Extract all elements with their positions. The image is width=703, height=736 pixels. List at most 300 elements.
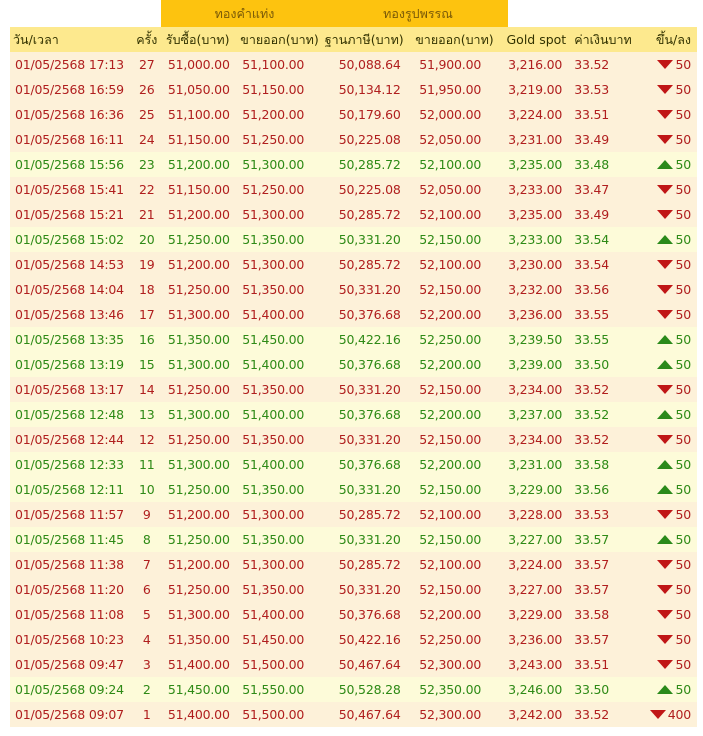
cell-change [633, 402, 697, 427]
cell-bar-buy: 51,200.00 [167, 157, 230, 172]
change-value: 50 [675, 282, 691, 297]
table-row [10, 377, 697, 402]
cell-datetime: 01/05/2568 13:35 [15, 332, 124, 347]
cell-ornament-sell: 52,200.00 [419, 607, 482, 622]
change-value: 50 [675, 507, 691, 522]
cell-ornament-sell: 52,300.00 [419, 707, 482, 722]
cell-datetime: 01/05/2568 13:46 [15, 307, 124, 322]
cell-change [633, 352, 697, 377]
cell-bar-buy: 51,250.00 [167, 582, 230, 597]
cell-thb: 33.52 [574, 407, 609, 422]
cell-bar-sell: 51,500.00 [242, 657, 305, 672]
cell-thb: 33.49 [574, 207, 609, 222]
col-ornament-sell: ขายออก(บาท) [415, 31, 494, 47]
cell-gold-spot: 3,239.00 [508, 357, 563, 372]
cell-bar-buy: 51,200.00 [167, 507, 230, 522]
col-bar-sell: ขายออก(บาท) [240, 31, 319, 47]
cell-gold-spot: 3,233.00 [508, 232, 563, 247]
cell-count: 5 [142, 607, 151, 622]
triangle-up-icon [657, 485, 673, 494]
table-row [10, 577, 697, 602]
cell-bar-sell: 51,550.00 [242, 682, 305, 697]
cell-bar-buy: 51,350.00 [167, 332, 230, 347]
cell-gold-spot: 3,233.00 [508, 182, 563, 197]
cell-ornament-sell: 52,350.00 [419, 682, 482, 697]
col-change: ขึ้น/ลง [655, 31, 691, 47]
cell-gold-spot: 3,236.00 [508, 307, 563, 322]
cell-datetime: 01/05/2568 16:36 [15, 107, 124, 122]
cell-datetime: 01/05/2568 16:59 [15, 82, 124, 97]
cell-thb: 33.54 [574, 257, 609, 272]
triangle-down-icon [657, 135, 673, 144]
cell-thb: 33.50 [574, 357, 609, 372]
change-value: 50 [675, 382, 691, 397]
cell-gold-spot: 3,230.00 [508, 257, 563, 272]
change-value: 50 [675, 657, 691, 672]
cell-ornament-base: 50,376.68 [338, 407, 401, 422]
cell-datetime: 01/05/2568 17:13 [15, 57, 124, 72]
cell-gold-spot: 3,235.00 [508, 157, 563, 172]
cell-ornament-sell: 52,150.00 [419, 532, 482, 547]
cell-datetime: 01/05/2568 15:56 [15, 157, 124, 172]
cell-thb: 33.54 [574, 232, 609, 247]
cell-datetime: 01/05/2568 12:48 [15, 407, 124, 422]
cell-ornament-base: 50,225.08 [338, 182, 401, 197]
cell-bar-sell: 51,250.00 [242, 182, 305, 197]
col-ornament-base: ฐานภาษี(บาท) [324, 31, 404, 47]
price-table [10, 27, 697, 727]
cell-bar-sell: 51,200.00 [242, 107, 305, 122]
cell-gold-spot: 3,227.00 [508, 532, 563, 547]
table-row [10, 427, 697, 452]
cell-datetime: 01/05/2568 10:23 [15, 632, 124, 647]
cell-change [633, 327, 697, 352]
cell-count: 20 [139, 232, 155, 247]
change-value: 50 [675, 607, 691, 622]
group-header-bar-gold: ทองคำแท่ง [161, 0, 328, 27]
cell-bar-sell: 51,300.00 [242, 157, 305, 172]
cell-bar-buy: 51,250.00 [167, 432, 230, 447]
cell-bar-buy: 51,300.00 [167, 457, 230, 472]
cell-gold-spot: 3,242.00 [508, 707, 563, 722]
cell-count: 21 [139, 207, 155, 222]
cell-bar-buy: 51,450.00 [167, 682, 230, 697]
cell-change [633, 377, 697, 402]
cell-change [633, 627, 697, 652]
cell-gold-spot: 3,239.50 [508, 332, 563, 347]
cell-thb: 33.48 [574, 157, 609, 172]
cell-count: 14 [139, 382, 155, 397]
cell-bar-buy: 51,050.00 [167, 82, 230, 97]
cell-ornament-sell: 52,200.00 [419, 457, 482, 472]
cell-ornament-sell: 52,200.00 [419, 407, 482, 422]
cell-bar-sell: 51,350.00 [242, 232, 305, 247]
cell-bar-sell: 51,400.00 [242, 307, 305, 322]
table-row [10, 327, 697, 352]
cell-ornament-sell: 52,150.00 [419, 432, 482, 447]
triangle-down-icon [657, 110, 673, 119]
cell-bar-buy: 51,300.00 [167, 607, 230, 622]
cell-ornament-base: 50,331.20 [338, 482, 401, 497]
cell-count: 12 [139, 432, 155, 447]
change-value: 50 [675, 557, 691, 572]
cell-ornament-sell: 52,300.00 [419, 657, 482, 672]
table-row [10, 277, 697, 302]
cell-change [633, 177, 697, 202]
cell-gold-spot: 3,232.00 [508, 282, 563, 297]
cell-count: 3 [142, 657, 151, 672]
table-row [10, 552, 697, 577]
change-value: 50 [675, 257, 691, 272]
cell-count: 22 [139, 182, 155, 197]
table-row [10, 227, 697, 252]
cell-bar-buy: 51,350.00 [167, 632, 230, 647]
cell-datetime: 01/05/2568 09:47 [15, 657, 124, 672]
col-bar-buy: รับซื้อ(บาท) [165, 31, 230, 47]
change-value: 50 [675, 132, 691, 147]
cell-datetime: 01/05/2568 11:20 [15, 582, 124, 597]
table-row [10, 452, 697, 477]
change-value: 50 [675, 82, 691, 97]
table-row [10, 527, 697, 552]
cell-count: 23 [139, 157, 155, 172]
triangle-up-icon [657, 685, 673, 694]
cell-change [633, 277, 697, 302]
table-row [10, 677, 697, 702]
cell-thb: 33.56 [574, 482, 609, 497]
cell-datetime: 01/05/2568 12:11 [15, 482, 124, 497]
cell-change [633, 252, 697, 277]
cell-ornament-base: 50,331.20 [338, 532, 401, 547]
cell-datetime: 01/05/2568 12:44 [15, 432, 124, 447]
cell-count: 1 [142, 707, 151, 722]
cell-count: 9 [142, 507, 151, 522]
cell-ornament-sell: 52,200.00 [419, 357, 482, 372]
cell-ornament-base: 50,285.72 [338, 507, 401, 522]
cell-gold-spot: 3,229.00 [508, 482, 563, 497]
table-row [10, 152, 697, 177]
table-row [10, 702, 697, 727]
triangle-down-icon [657, 60, 673, 69]
cell-thb: 33.58 [574, 457, 609, 472]
cell-count: 26 [139, 82, 155, 97]
cell-ornament-base: 50,376.68 [338, 607, 401, 622]
cell-gold-spot: 3,228.00 [508, 507, 563, 522]
cell-datetime: 01/05/2568 11:08 [15, 607, 124, 622]
cell-datetime: 01/05/2568 14:53 [15, 257, 124, 272]
cell-ornament-sell: 51,950.00 [419, 82, 482, 97]
cell-bar-buy: 51,300.00 [167, 407, 230, 422]
group-header-row [10, 0, 697, 27]
cell-count: 25 [139, 107, 155, 122]
change-value: 50 [675, 582, 691, 597]
change-value: 50 [675, 432, 691, 447]
cell-gold-spot: 3,224.00 [508, 557, 563, 572]
cell-bar-sell: 51,100.00 [242, 57, 305, 72]
cell-datetime: 01/05/2568 15:41 [15, 182, 124, 197]
cell-change [633, 102, 697, 127]
change-value: 50 [675, 182, 691, 197]
cell-datetime: 01/05/2568 16:11 [15, 132, 124, 147]
cell-bar-buy: 51,400.00 [167, 707, 230, 722]
cell-count: 17 [139, 307, 155, 322]
cell-bar-sell: 51,350.00 [242, 582, 305, 597]
change-value: 50 [675, 532, 691, 547]
triangle-up-icon [657, 335, 673, 344]
cell-ornament-sell: 52,250.00 [419, 332, 482, 347]
cell-count: 2 [142, 682, 151, 697]
cell-thb: 33.53 [574, 82, 609, 97]
cell-bar-buy: 51,250.00 [167, 282, 230, 297]
cell-thb: 33.53 [574, 507, 609, 522]
cell-count: 7 [142, 557, 151, 572]
cell-ornament-base: 50,467.64 [338, 657, 401, 672]
cell-bar-sell: 51,400.00 [242, 607, 305, 622]
cell-gold-spot: 3,219.00 [508, 82, 563, 97]
cell-bar-buy: 51,000.00 [167, 57, 230, 72]
gold-price-history [10, 0, 697, 727]
cell-count: 6 [142, 582, 151, 597]
cell-bar-sell: 51,300.00 [242, 207, 305, 222]
cell-ornament-base: 50,225.08 [338, 132, 401, 147]
triangle-down-icon [657, 510, 673, 519]
cell-datetime: 01/05/2568 15:21 [15, 207, 124, 222]
triangle-down-icon [650, 710, 666, 719]
cell-bar-buy: 51,300.00 [167, 357, 230, 372]
cell-thb: 33.52 [574, 382, 609, 397]
cell-gold-spot: 3,227.00 [508, 582, 563, 597]
cell-thb: 33.52 [574, 707, 609, 722]
cell-gold-spot: 3,234.00 [508, 382, 563, 397]
table-row [10, 302, 697, 327]
cell-ornament-base: 50,331.20 [338, 382, 401, 397]
cell-bar-buy: 51,200.00 [167, 257, 230, 272]
cell-ornament-sell: 52,250.00 [419, 632, 482, 647]
table-row [10, 627, 697, 652]
cell-change [633, 502, 697, 527]
change-value: 50 [675, 357, 691, 372]
cell-ornament-sell: 52,150.00 [419, 382, 482, 397]
cell-change [633, 202, 697, 227]
cell-thb: 33.57 [574, 557, 609, 572]
table-row [10, 202, 697, 227]
cell-ornament-sell: 51,900.00 [419, 57, 482, 72]
cell-bar-buy: 51,400.00 [167, 657, 230, 672]
cell-thb: 33.51 [574, 657, 609, 672]
change-value: 50 [675, 332, 691, 347]
cell-datetime: 01/05/2568 13:17 [15, 382, 124, 397]
cell-thb: 33.49 [574, 132, 609, 147]
cell-thb: 33.56 [574, 282, 609, 297]
cell-ornament-base: 50,331.20 [338, 582, 401, 597]
cell-datetime: 01/05/2568 13:19 [15, 357, 124, 372]
cell-count: 27 [139, 57, 155, 72]
triangle-down-icon [657, 285, 673, 294]
cell-gold-spot: 3,246.00 [508, 682, 563, 697]
table-row [10, 402, 697, 427]
cell-ornament-base: 50,285.72 [338, 207, 401, 222]
table-row [10, 477, 697, 502]
change-value: 50 [675, 407, 691, 422]
cell-bar-buy: 51,250.00 [167, 482, 230, 497]
triangle-down-icon [657, 385, 673, 394]
cell-change [633, 702, 697, 727]
cell-change [633, 302, 697, 327]
cell-ornament-sell: 52,050.00 [419, 132, 482, 147]
triangle-up-icon [657, 160, 673, 169]
cell-count: 15 [139, 357, 155, 372]
change-value: 50 [675, 682, 691, 697]
table-row [10, 252, 697, 277]
cell-change [633, 552, 697, 577]
triangle-up-icon [657, 410, 673, 419]
cell-count: 24 [139, 132, 155, 147]
cell-ornament-sell: 52,100.00 [419, 157, 482, 172]
cell-ornament-base: 50,088.64 [338, 57, 401, 72]
cell-ornament-base: 50,331.20 [338, 432, 401, 447]
triangle-down-icon [657, 85, 673, 94]
triangle-down-icon [657, 435, 673, 444]
cell-gold-spot: 3,224.00 [508, 107, 563, 122]
triangle-down-icon [657, 560, 673, 569]
table-row [10, 52, 697, 77]
cell-bar-buy: 51,150.00 [167, 182, 230, 197]
cell-ornament-base: 50,285.72 [338, 157, 401, 172]
cell-count: 4 [142, 632, 151, 647]
cell-gold-spot: 3,235.00 [508, 207, 563, 222]
cell-bar-sell: 51,350.00 [242, 432, 305, 447]
cell-ornament-sell: 52,150.00 [419, 282, 482, 297]
cell-bar-sell: 51,400.00 [242, 457, 305, 472]
table-row [10, 352, 697, 377]
cell-count: 8 [142, 532, 151, 547]
table-row [10, 102, 697, 127]
cell-thb: 33.52 [574, 57, 609, 72]
cell-bar-buy: 51,100.00 [167, 107, 230, 122]
cell-bar-buy: 51,150.00 [167, 132, 230, 147]
cell-ornament-base: 50,422.16 [338, 632, 401, 647]
cell-bar-buy: 51,300.00 [167, 307, 230, 322]
cell-ornament-sell: 52,100.00 [419, 257, 482, 272]
cell-bar-sell: 51,400.00 [242, 407, 305, 422]
cell-datetime: 01/05/2568 09:07 [15, 707, 124, 722]
triangle-down-icon [657, 585, 673, 594]
cell-bar-sell: 51,300.00 [242, 257, 305, 272]
change-value: 400 [667, 707, 691, 722]
cell-thb: 33.51 [574, 107, 609, 122]
cell-datetime: 01/05/2568 11:57 [15, 507, 124, 522]
cell-bar-sell: 51,450.00 [242, 632, 305, 647]
cell-change [633, 602, 697, 627]
triangle-up-icon [657, 460, 673, 469]
cell-ornament-sell: 52,150.00 [419, 232, 482, 247]
cell-ornament-sell: 52,100.00 [419, 507, 482, 522]
cell-change [633, 477, 697, 502]
cell-ornament-base: 50,331.20 [338, 232, 401, 247]
cell-gold-spot: 3,216.00 [508, 57, 563, 72]
cell-change [633, 127, 697, 152]
col-count: ครั้ง [136, 31, 158, 47]
group-header-ornament-gold: ทองรูปพรรณ [328, 0, 508, 27]
cell-bar-sell: 51,500.00 [242, 707, 305, 722]
cell-bar-sell: 51,350.00 [242, 282, 305, 297]
cell-ornament-base: 50,285.72 [338, 257, 401, 272]
cell-change [633, 527, 697, 552]
cell-thb: 33.55 [574, 307, 609, 322]
table-body [10, 52, 697, 727]
cell-datetime: 01/05/2568 12:33 [15, 457, 124, 472]
cell-count: 11 [139, 457, 155, 472]
cell-bar-sell: 51,300.00 [242, 507, 305, 522]
cell-datetime: 01/05/2568 14:04 [15, 282, 124, 297]
triangle-up-icon [657, 360, 673, 369]
cell-ornament-sell: 52,050.00 [419, 182, 482, 197]
cell-datetime: 01/05/2568 09:24 [15, 682, 124, 697]
change-value: 50 [675, 632, 691, 647]
change-value: 50 [675, 307, 691, 322]
cell-datetime: 01/05/2568 11:45 [15, 532, 124, 547]
cell-ornament-base: 50,331.20 [338, 282, 401, 297]
table-row [10, 602, 697, 627]
cell-datetime: 01/05/2568 11:38 [15, 557, 124, 572]
cell-bar-sell: 51,400.00 [242, 357, 305, 372]
cell-change [633, 452, 697, 477]
cell-ornament-base: 50,179.60 [338, 107, 401, 122]
cell-thb: 33.47 [574, 182, 609, 197]
change-value: 50 [675, 457, 691, 472]
triangle-down-icon [657, 635, 673, 644]
cell-bar-buy: 51,250.00 [167, 232, 230, 247]
cell-count: 16 [139, 332, 155, 347]
col-datetime: วัน/เวลา [13, 31, 59, 47]
cell-bar-sell: 51,250.00 [242, 132, 305, 147]
cell-thb: 33.57 [574, 532, 609, 547]
change-value: 50 [675, 57, 691, 72]
triangle-up-icon [657, 535, 673, 544]
cell-bar-buy: 51,250.00 [167, 532, 230, 547]
triangle-down-icon [657, 310, 673, 319]
cell-bar-sell: 51,350.00 [242, 382, 305, 397]
cell-ornament-base: 50,285.72 [338, 557, 401, 572]
column-header-row [10, 27, 697, 52]
table-row [10, 127, 697, 152]
cell-ornament-sell: 52,200.00 [419, 307, 482, 322]
table-row [10, 77, 697, 102]
cell-bar-sell: 51,300.00 [242, 557, 305, 572]
cell-gold-spot: 3,231.00 [508, 132, 563, 147]
cell-change [633, 652, 697, 677]
cell-bar-sell: 51,350.00 [242, 482, 305, 497]
triangle-down-icon [657, 610, 673, 619]
cell-ornament-sell: 52,100.00 [419, 557, 482, 572]
cell-change [633, 227, 697, 252]
table-row [10, 502, 697, 527]
col-gold-spot: Gold spot [506, 32, 567, 47]
cell-change [633, 52, 697, 77]
cell-bar-sell: 51,350.00 [242, 532, 305, 547]
cell-bar-sell: 51,150.00 [242, 82, 305, 97]
cell-gold-spot: 3,229.00 [508, 607, 563, 622]
triangle-down-icon [657, 185, 673, 194]
cell-ornament-base: 50,528.28 [338, 682, 401, 697]
change-value: 50 [675, 207, 691, 222]
cell-change [633, 577, 697, 602]
cell-thb: 33.50 [574, 682, 609, 697]
cell-ornament-sell: 52,100.00 [419, 207, 482, 222]
cell-ornament-sell: 52,000.00 [419, 107, 482, 122]
cell-gold-spot: 3,231.00 [508, 457, 563, 472]
cell-ornament-base: 50,422.16 [338, 332, 401, 347]
